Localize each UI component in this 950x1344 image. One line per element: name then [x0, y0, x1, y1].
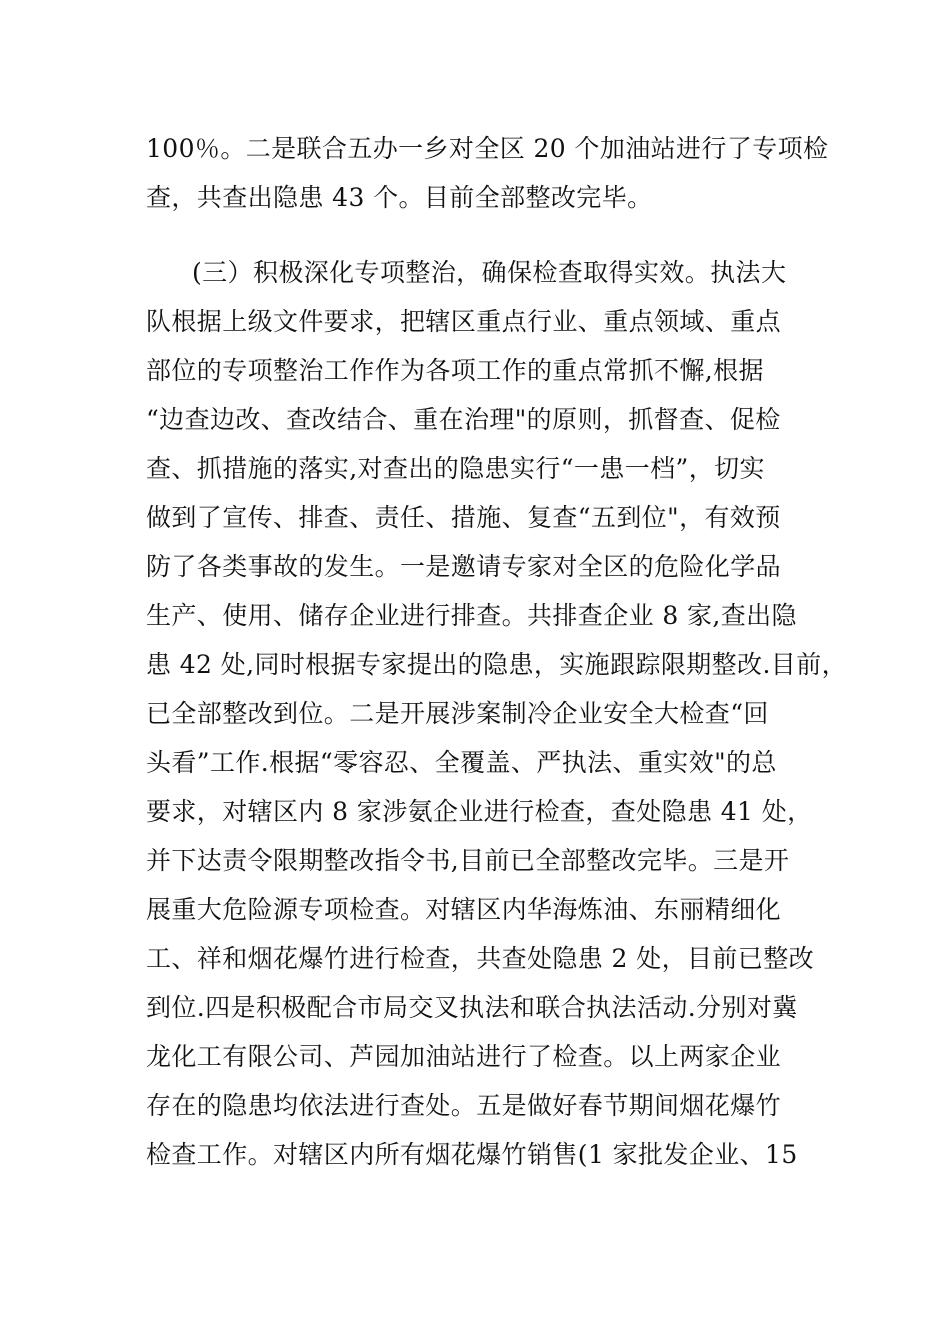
text-line: 患 42 处,同时根据专家提出的隐患，实施跟踪限期整改.目前， — [146, 650, 848, 679]
text-line: 头看”工作.根据“零容忍、全覆盖、严执法、重实效"的总 — [146, 748, 777, 777]
text-line: (三）积极深化专项整治，确保检查取得实效。执法大 — [192, 258, 787, 287]
text-line: 做到了宣传、排查、责任、措施、复查“五到位"，有效预 — [146, 503, 781, 532]
text-line: 查、抓措施的落实,对查出的隐患实行“一患一档”，切实 — [146, 454, 765, 483]
text-line: 100％。二是联合五办一乡对全区 20 个加油站进行了专项检 — [146, 134, 829, 163]
text-line: 部位的专项整治工作作为各项工作的重点常抓不懈,根据 — [146, 356, 764, 385]
text-line: 查，共查出隐患 43 个。目前全部整改完毕。 — [146, 183, 653, 212]
text-line: 并下达责令限期整改指令书,目前已全部整改完毕。三是开 — [146, 846, 790, 875]
text-line: 队根据上级文件要求，把辖区重点行业、重点领域、重点 — [146, 307, 782, 336]
text-line: 展重大危险源专项检查。对辖区内华海炼油、东丽精细化 — [146, 895, 782, 924]
text-line: 防了各类事故的发生。一是邀请专家对全区的危险化学品 — [146, 552, 782, 581]
text-line: 到位.四是积极配合市局交叉执法和联合执法活动.分别对冀 — [146, 993, 798, 1022]
text-line: 已全部整改到位。二是开展涉案制冷企业安全大检查“回 — [146, 699, 769, 728]
text-line: 检查工作。对辖区内所有烟花爆竹销售(1 家批发企业、15 — [146, 1140, 798, 1169]
text-line: 要求，对辖区内 8 家涉氨企业进行检查，查处隐患 41 处， — [146, 797, 813, 826]
text-line: 存在的隐患均依法进行查处。五是做好春节期间烟花爆竹 — [146, 1091, 782, 1120]
text-line: “边查边改、查改结合、重在治理"的原则，抓督查、促检 — [146, 405, 781, 434]
text-line: 生产、使用、储存企业进行排查。共排查企业 8 家,查出隐 — [146, 601, 797, 630]
text-line: 龙化工有限公司、芦园加油站进行了检查。以上两家企业 — [146, 1042, 782, 1071]
text-line: 工、祥和烟花爆竹进行检查，共查处隐患 2 处，目前已整改 — [146, 944, 815, 973]
